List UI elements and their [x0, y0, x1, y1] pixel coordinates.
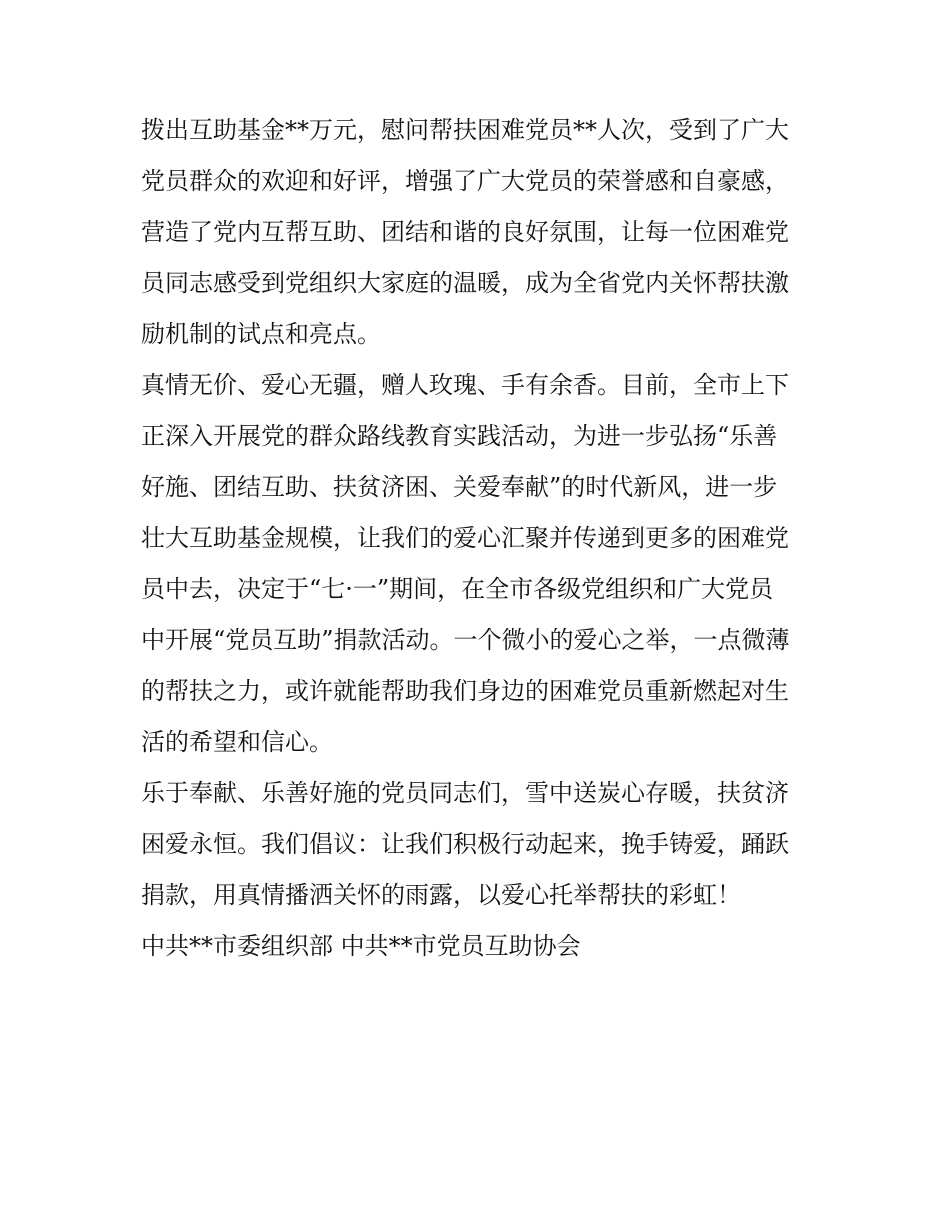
text-line: 的帮扶之力，或许就能帮助我们身边的困难党员重新燃起对生 [141, 677, 789, 705]
text-line: 壮大互助基金规模，让我们的爱心汇聚并传递到更多的困难党 [141, 524, 789, 552]
text-line: 中开展“党员互助”捐款活动。一个微小的爱心之举，一点微薄 [141, 626, 790, 654]
text-line: 励机制的试点和亮点。 [141, 320, 381, 348]
text-line: 真情无价、爱心无疆，赠人玫瑰、手有余香。目前，全市上下 [141, 371, 789, 399]
document-body [141, 105, 821, 972]
text-line: 营造了党内互帮互助、团结和谐的良好氛围，让每一位困难党 [141, 218, 789, 246]
text-line: 员中去，决定于“七·一”期间，在全市各级党组织和广大党员 [141, 575, 774, 603]
text-line: 活的希望和信心。 [141, 728, 333, 756]
text-line: 员同志感受到党组织大家庭的温暖，成为全省党内关怀帮扶激 [141, 269, 789, 297]
signature-line: 中共**市委组织部 中共**市党员互助协会 [141, 932, 581, 960]
text-line: 好施、团结互助、扶贫济困、关爱奉献”的时代新风，进一步 [141, 473, 778, 501]
text-line: 党员群众的欢迎和好评，增强了广大党员的荣誉感和自豪感， [141, 167, 789, 195]
text-line: 拨出互助基金**万元，慰问帮扶困难党员**人次，受到了广大 [141, 116, 789, 144]
text-line: 捐款，用真情播洒关怀的雨露，以爱心托举帮扶的彩虹！ [141, 881, 741, 909]
text-line: 困爱永恒。我们倡议：让我们积极行动起来，挽手铸爱，踊跃 [141, 830, 789, 858]
text-line: 正深入开展党的群众路线教育实践活动，为进一步弘扬“乐善 [141, 422, 778, 450]
text-line: 乐于奉献、乐善好施的党员同志们，雪中送炭心存暖，扶贫济 [141, 779, 789, 807]
